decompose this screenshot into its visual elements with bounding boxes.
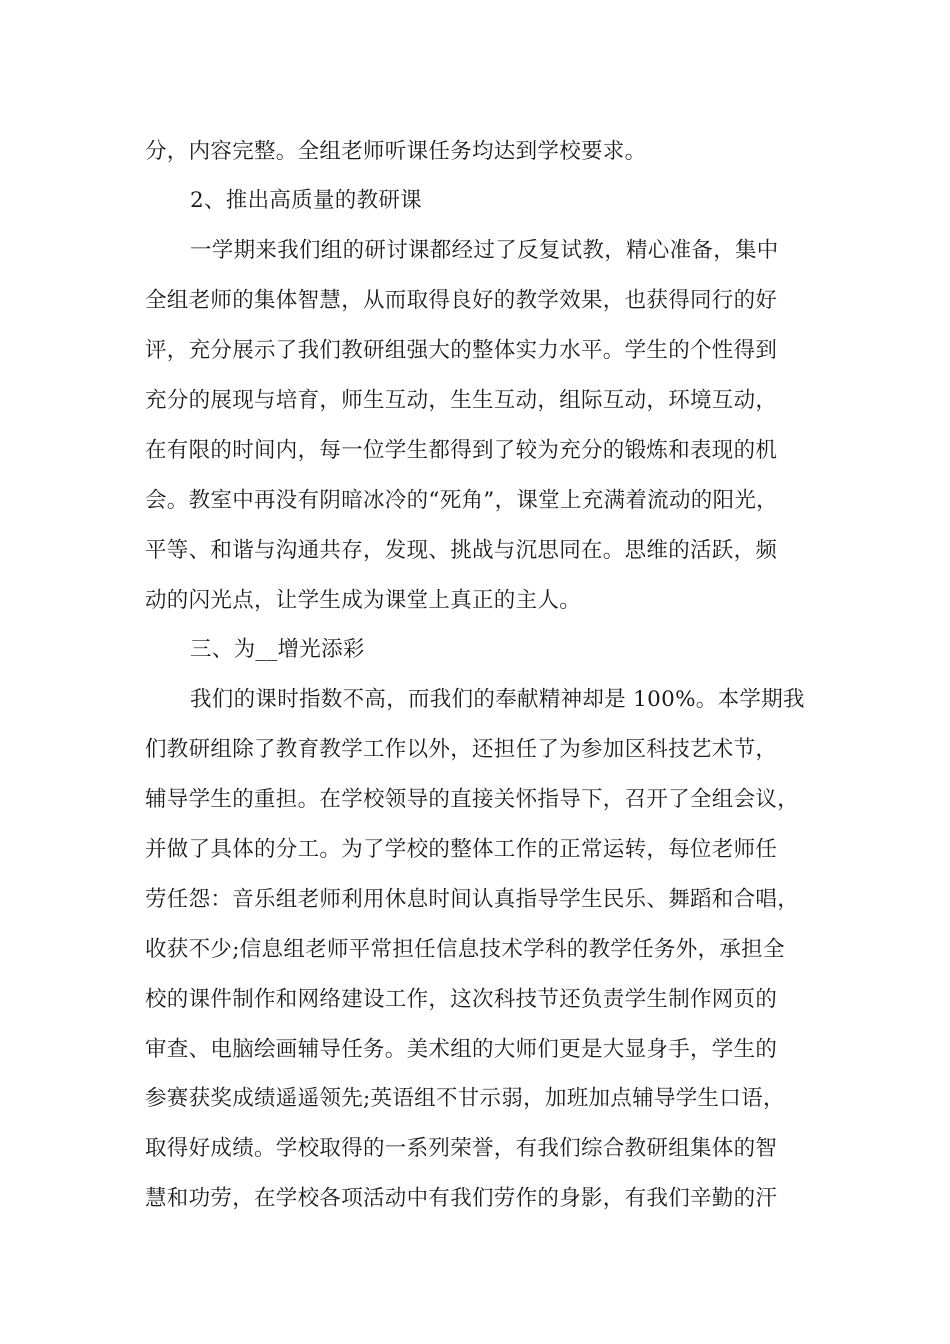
body-text-line: 收获不少;信息组老师平常担任信息技术学科的教学任务外，承担全 xyxy=(145,937,785,962)
body-text-line: 们教研组除了教育教学工作以外，还担任了为参加区科技艺术节， xyxy=(145,737,778,762)
body-text-line: 校的课件制作和网络建设工作，这次科技节还负责学生制作网页的 xyxy=(145,987,778,1012)
body-text-line: 动的闪光点，让学生成为课堂上真正的主人。 xyxy=(145,588,582,613)
body-text-line: 慧和功劳，在学校各项活动中有我们劳作的身影，有我们辛勤的汗 xyxy=(145,1186,778,1211)
body-text-line: 辅导学生的重担。在学校领导的直接关怀指导下，召开了全组会议， xyxy=(145,787,800,812)
body-text-line: 我们的课时指数不高，而我们的奉献精神却是 100%。本学期我 xyxy=(190,687,805,712)
body-text-line: 并做了具体的分工。为了学校的整体工作的正常运转，每位老师任 xyxy=(145,837,778,862)
body-text-line: 平等、和谐与沟通共存，发现、挑战与沉思同在。思维的活跃，频 xyxy=(145,538,778,563)
body-text-line: 分，内容完整。全组老师听课任务均达到学校要求。 xyxy=(145,139,647,164)
body-text-line: 劳任怨：音乐组老师利用休息时间认真指导学生民乐、舞蹈和合唱， xyxy=(145,887,800,912)
body-text-line: 一学期来我们组的研讨课都经过了反复试教，精心准备，集中 xyxy=(190,238,779,263)
body-text-line: 评，充分展示了我们教研组强大的整体实力水平。学生的个性得到 xyxy=(145,338,778,363)
body-text-line: 全组老师的集体智慧，从而取得良好的教学效果，也获得同行的好 xyxy=(145,288,778,313)
body-text-line: 充分的展现与培育，师生互动，生生互动，组际互动，环境互动， xyxy=(145,388,778,413)
body-text-line: 在有限的时间内，每一位学生都得到了较为充分的锻炼和表现的机 xyxy=(145,438,778,463)
section-heading-line: 三、为__增光添彩 xyxy=(190,637,365,662)
subheading-line: 2、推出高质量的教研课 xyxy=(190,188,422,213)
body-text-line: 参赛获奖成绩遥遥领先;英语组不甘示弱，加班加点辅导学生口语， xyxy=(145,1086,785,1111)
body-text-line: 会。教室中再没有阴暗冰冷的“死角”，课堂上充满着流动的阳光， xyxy=(145,488,778,513)
body-text-line: 审查、电脑绘画辅导任务。美术组的大师们更是大显身手，学生的 xyxy=(145,1037,778,1062)
body-text-line: 取得好成绩。学校取得的一系列荣誉，有我们综合教研组集体的智 xyxy=(145,1136,778,1161)
